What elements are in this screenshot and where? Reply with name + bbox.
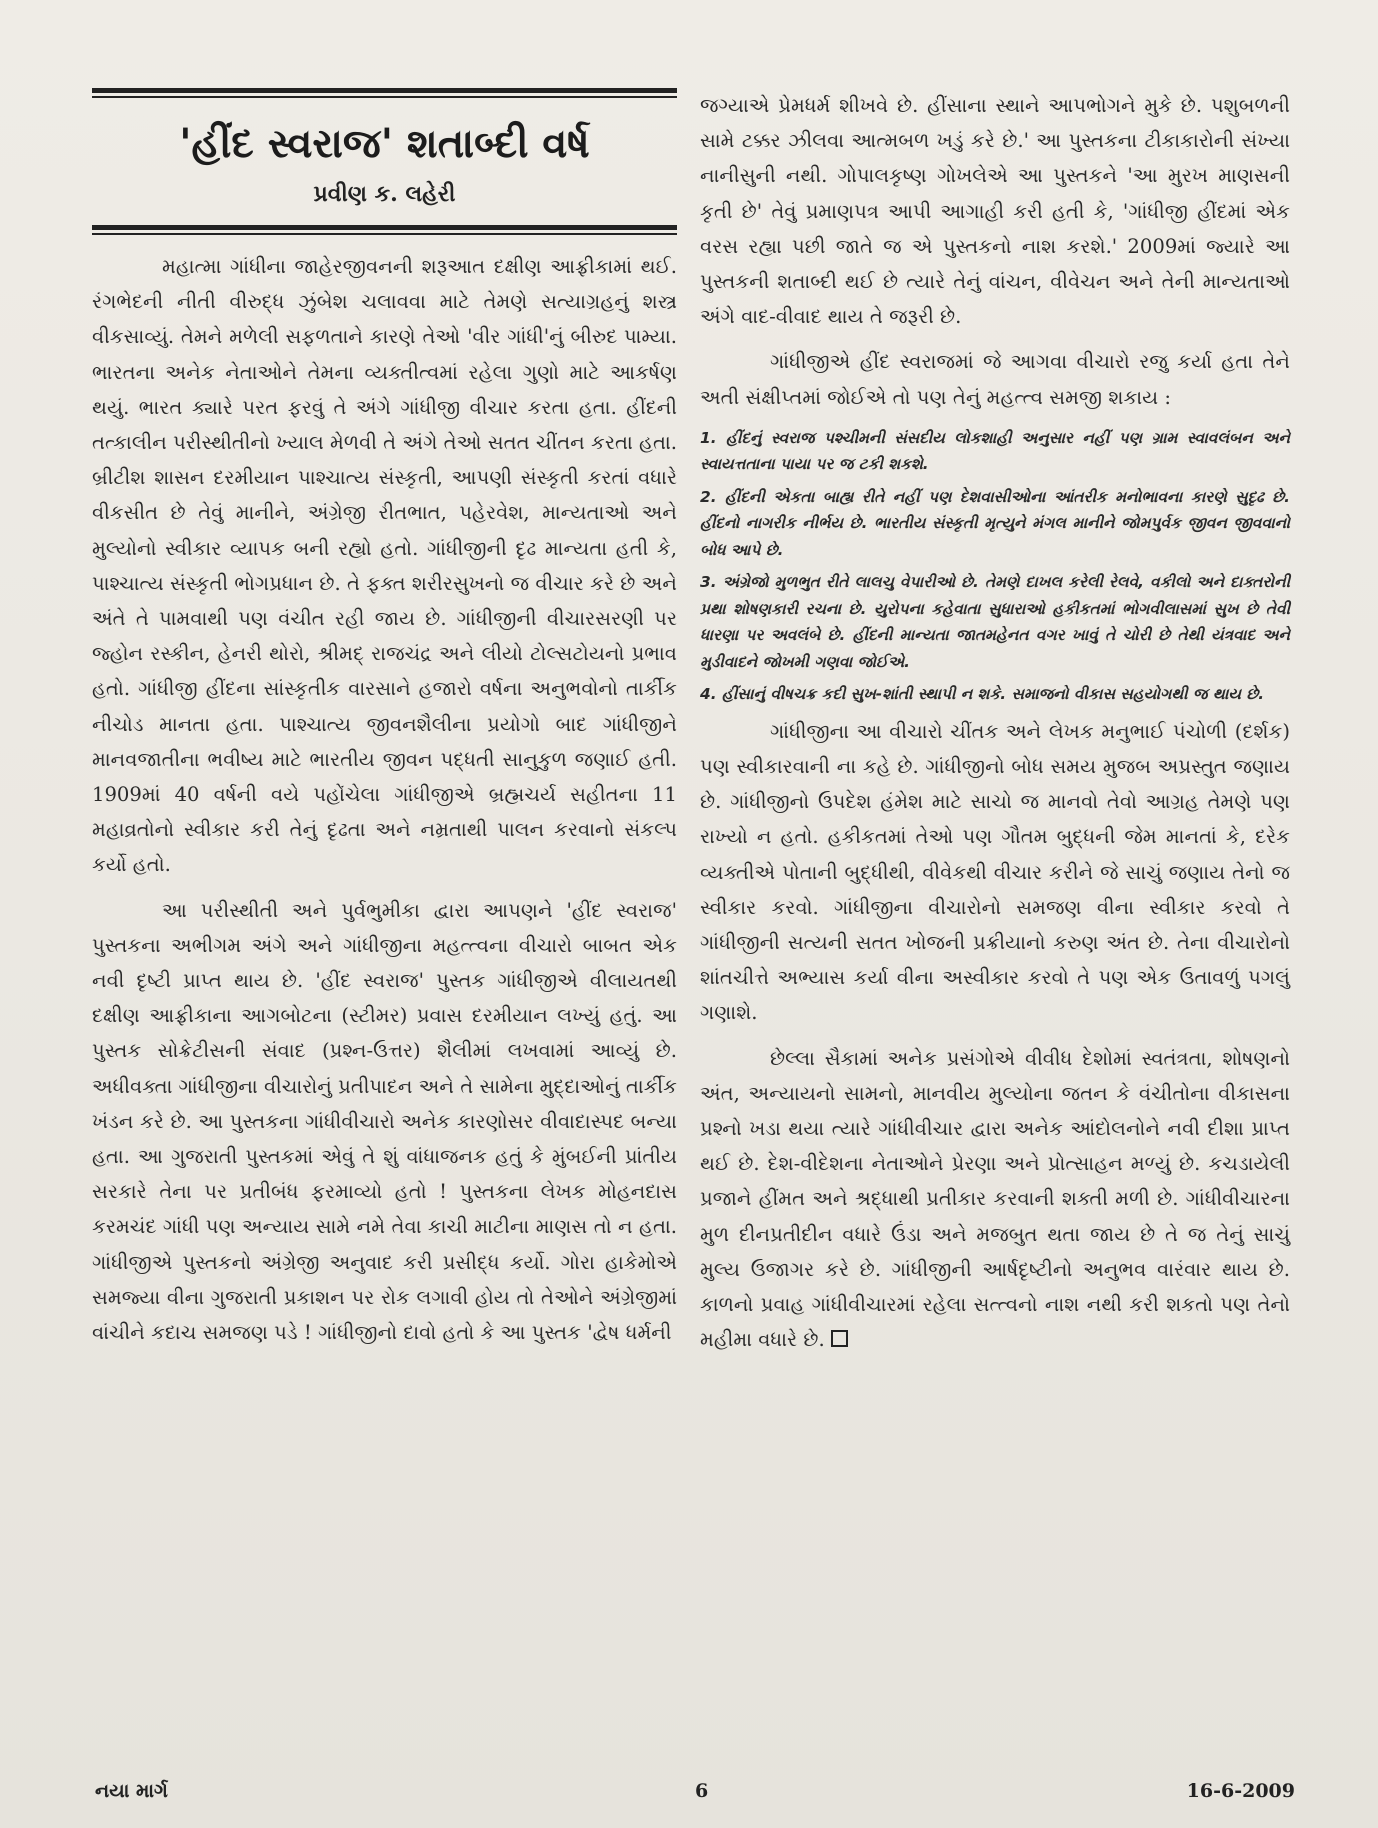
article-title: 'હીંદ સ્વરાજ' શતાબ્દી વર્ષ: [179, 120, 590, 167]
page-footer: [95, 1780, 1295, 1810]
paragraph: ગાંધીજીના આ વીચારો ચીંતક અને લેખક મનુભાઈ પંચોળી (દર્શક) પણ સ્વીકારવાની ના કહે છે. ગાંધીજીનો બોધ સમય મુજબ અપ્રસ્તુત જણાય છે. ગાંધીજીનો ઉપદેશ હંમેશ માટે સાચો જ માનવો તેવો આગ્રહ તેમણે પણ રાખ્યો ન હતો. હકીકતમાં તેઓ પણ ગૌતમ બુદ્ધની જેમ માનતાં કે, દરેક વ્યક્તીએ પોતાની બુદ્ધીથી, વીવેકથી વીચાર કરીને જે સાચું જણાય તેનો જ સ્વીકાર કરવો. ગાંધીજીના વીચારોનો સમજણ વીના સ્વીકાર કરવો તે ગાંધીજીની સત્યની સતત ખોજની પ્રક્રીયાનો કરુણ અંત છે. તેના વીચારોનો શાંતચીત્તે અભ્યાસ કર્યા વીના અસ્વીકાર કરવો તે પણ એક ઉતાવળું પગલું ગણાશે.: [700, 719, 1290, 1025]
title-top-rule: [92, 88, 677, 93]
list-item: 2. હીંદની એકતા બાહ્ય રીતે નહીં પણ દેશવાસીઓના આંતરીક મનોભાવના કારણે સુદૃઢ છે. હીંદનો નાગરીક નીર્ભય છે. ભારતીય સંસ્કૃતી મૃત્યુને મંગલ માનીને જોમપુર્વક જીવન જીવવાનો બોધ આપે છે.: [700, 487, 1290, 559]
issue-date: 16-6-2009: [1186, 1780, 1295, 1802]
paragraph-text: છેલ્લા સૈકામાં અનેક પ્રસંગોએ વીવીધ દેશોમાં સ્વતંત્રતા, શોષણનો અંત, અન્યાયનો સામનો, માનવીય મુલ્યોના જતન કે વંચીતોના વીકાસના પ્રશ્નો ખડા થયા ત્યારે ગાંધીવીચાર દ્વારા અનેક આંદોલનોને નવી દીશા પ્રાપ્ત થઈ છે. દેશ-વીદેશના નેતાઓને પ્રેરણા અને પ્રોત્સાહન મળ્યું છે. કચડાયેલી પ્રજાને હીંમત અને શ્રદ્ધાથી પ્રતીકાર કરવાની શક્તી મળી છે. ગાંધીવીચારના મુળ દીનપ્રતીદીન વધારે ઉંડા અને મજબુત થતા જાય છે તે જ તેનું સાચું મુલ્ય ઉજાગર કરે છે. ગાંધીજીની આર્ષદૃષ્ટીનો અનુભવ વારંવાર થાય છે. કાળનો પ્રવાહ ગાંધીવીચારમાં રહેલા સત્ત્વનો નાશ નથી કરી શકતો પણ તેનો મહીમા વધારે છે.: [700, 1046, 1290, 1352]
list-item: 1. હીંદનું સ્વરાજ પશ્ચીમની સંસદીય લોકશાહી અનુસાર નહીં પણ ગ્રામ સ્વાવલંબન અને સ્વાયત્તતાના પાયા પર જ ટકી શકશે.: [700, 428, 1290, 474]
list-item: 3. અંગ્રેજો મુળભુત રીતે લાલચુ વેપારીઓ છે. તેમણે દાખલ કરેલી રેલવે, વકીલો અને દાક્તરોની પ્રથા શોષણકારી રચના છે. યુરોપના કહેવાતા સુધારાઓ હકીકતમાં ભોગવીલાસમાં સુખ છે તેવી ધારણા પર અવલંબે છે. હીંદની માન્યતા જાતમહેનત વગર ખાવું તે ચોરી છે તેથી યંત્રવાદ અને મુડીવાદને જોખમી ગણવા જોઈએ.: [700, 573, 1290, 671]
paragraph: મહાત્મા ગાંધીના જાહેરજીવનની શરૂઆત દક્ષીણ આફ્રીકામાં થઈ. રંગભેદની નીતી વીરુદ્ધ ઝુંબેશ ચલાવવા માટે તેમણે સત્યાગ્રહનું શસ્ત્ર વીકસાવ્યું. તેમને મળેલી સફળતાને કારણે તેઓ 'વીર ગાંધી'નું બીરુદ પામ્યા. ભારતના અનેક નેતાઓને તેમના વ્યક્તીત્વમાં રહેલા ગુણો માટે આકર્ષણ થયું. ભારત ક્યારે પરત ફરવું તે અંગે ગાંધીજી વીચાર કરતા હતા. હીંદની તત્કાલીન પરીસ્થીતીનો ખ્યાલ મેળવી તે અંગે તેઓ સતત ચીંતન કરતા હતા. બ્રીટીશ શાસન દરમીયાન પાશ્ચાત્ય સંસ્કૃતી, આપણી સંસ્કૃતી કરતાં વધારે વીકસીત છે તેવું માનીને, અંગ્રેજી રીતભાત, પહેરવેશ, માન્યતાઓ અને મુલ્યોનો સ્વીકાર વ્યાપક બની રહ્યો હતો. ગાંધીજીની દૃઢ માન્યતા હતી કે, પાશ્ચાત્ય સંસ્કૃતી ભોગપ્રધાન છે. તે ફક્ત શરીરસુખનો જ વીચાર કરે છે અને અંતે તે પામવાથી પણ વંચીત રહી જાય છે. ગાંધીજીની વીચારસરણી પર જ્હોન રસ્કીન, હેનરી થોરો, શ્રીમદ્ રાજચંદ્ર અને લીયો ટોલ્સટોયનો પ્રભાવ હતો. ગાંધીજી હીંદના સાંસ્કૃતીક વારસાને હજારો વર્ષના અનુભવોનો તાર્કીક નીચોડ માનતા હતા. પાશ્ચાત્ય જીવનશૈલીના પ્રયોગો બાદ ગાંધીજીને માનવજાતીના ભવીષ્ય માટે ભારતીય જીવન પદ્ધતી સાનુકુળ જણાઈ હતી. 1909માં 40 વર્ષની વયે પહોંચેલા ગાંધીજીએ બ્રહ્મચર્ય સહીતના 11 મહાવ્રતોનો સ્વીકાર કરી તેનું દૃઢતા અને નમ્રતાથી પાલન કરવાનો સંકલ્પ કર્યો હતો.: [92, 255, 677, 877]
article-author: પ્રવીણ ક. લહેરી: [313, 181, 456, 207]
left-column: [92, 88, 677, 1350]
key-points-list: [700, 425, 1290, 708]
paragraph: ગાંધીજીએ હીંદ સ્વરાજમાં જે આગવા વીચારો રજુ કર્યા હતા તેને અતી સંક્ષીપ્તમાં જોઈએ તો પણ તેનું મહત્ત્વ સમજી શકાય :: [700, 350, 1290, 409]
magazine-name: નયા માર્ગ: [95, 1780, 168, 1802]
page-number: 6: [695, 1780, 709, 1802]
right-column: [700, 88, 1290, 1357]
end-of-article-icon: [831, 1330, 848, 1347]
right-body: [700, 88, 1290, 1357]
left-body: [92, 249, 677, 1350]
paragraph: જગ્યાએ પ્રેમધર્મ શીખવે છે. હીંસાના સ્થાને આપભોગને મુકે છે. પશુબળની સામે ટક્કર ઝીલવા આત્મબળ ખડું કરે છે.' આ પુસ્તકના ટીકાકારોની સંખ્યા નાનીસુની નથી. ગોપાલકૃષ્ણ ગોખલેએ આ પુસ્તકને 'આ મુરખ માણસની કૃતી છે' તેવું પ્રમાણપત્ર આપી આગાહી કરી હતી કે, 'ગાંધીજી હીંદમાં એક વરસ રહ્યા પછી જાતે જ એ પુસ્તકનો નાશ કરશે.' 2009માં જ્યારે આ પુસ્તકની શતાબ્દી થઈ છે ત્યારે તેનું વાંચન, વીવેચન અને તેની માન્યતાઓ અંગે વાદ-વીવાદ થાય તે જરૂરી છે.: [700, 94, 1290, 329]
list-item: 4. હીંસાનું વીષચક્ર કદી સુખ-શાંતી સ્થાપી ન શકે. સમાજનો વીકાસ સહયોગથી જ થાય છે.: [700, 685, 1265, 704]
paragraph: આ પરીસ્થીતી અને પુર્વભુમીકા દ્વારા આપણને 'હીંદ સ્વરાજ' પુસ્તકના અભીગમ અંગે અને ગાંધીજીના મહત્ત્વના વીચારો બાબત એક નવી દૃષ્ટી પ્રાપ્ત થાય છે. 'હીંદ સ્વરાજ' પુસ્તક ગાંધીજીએ વીલાયતથી દક્ષીણ આફ્રીકાના આગબોટના (સ્ટીમર) પ્રવાસ દરમીયાન લખ્યું હતું. આ પુસ્તક સોક્રેટીસની સંવાદ (પ્રશ્ન-ઉત્તર) શૈલીમાં લખવામાં આવ્યું છે. અધીવક્તા ગાંધીજીના વીચારોનું પ્રતીપાદન અને તે સામેના મુદ્દાઓનું તાર્કીક ખંડન કરે છે. આ પુસ્તકના ગાંધીવીચારો અનેક કારણોસર વીવાદાસ્પદ બન્યા હતા. આ ગુજરાતી પુસ્તકમાં એવું તે શું વાંધાજનક હતું કે મુંબઈની પ્રાંતીય સરકારે તેના પર પ્રતીબંધ ફરમાવ્યો હતો ! પુસ્તકના લેખક મોહનદાસ કરમચંદ ગાંધી પણ અન્યાય સામે નમે તેવા કાચી માટીના માણસ તો ન હતા. ગાંધીજીએ પુસ્તકનો અંગ્રેજી અનુવાદ કરી પ્રસીદ્ધ કર્યો. ગોરા હાકેમોએ સમજ્યા વીના ગુજરાતી પ્રકાશન પર રોક લગાવી હોય તો તેઓને અંગ્રેજીમાં વાંચીને કદાચ સમજણ પડે ! ગાંધીજીનો દાવો હતો કે આ પુસ્તક 'દ્વેષ ધર્મની: [92, 898, 677, 1345]
title-bottom-thin-rule: [92, 233, 677, 235]
paragraph: [700, 1041, 1290, 1358]
title-top-thin-rule: [92, 96, 677, 98]
title-bottom-rule: [92, 225, 677, 230]
